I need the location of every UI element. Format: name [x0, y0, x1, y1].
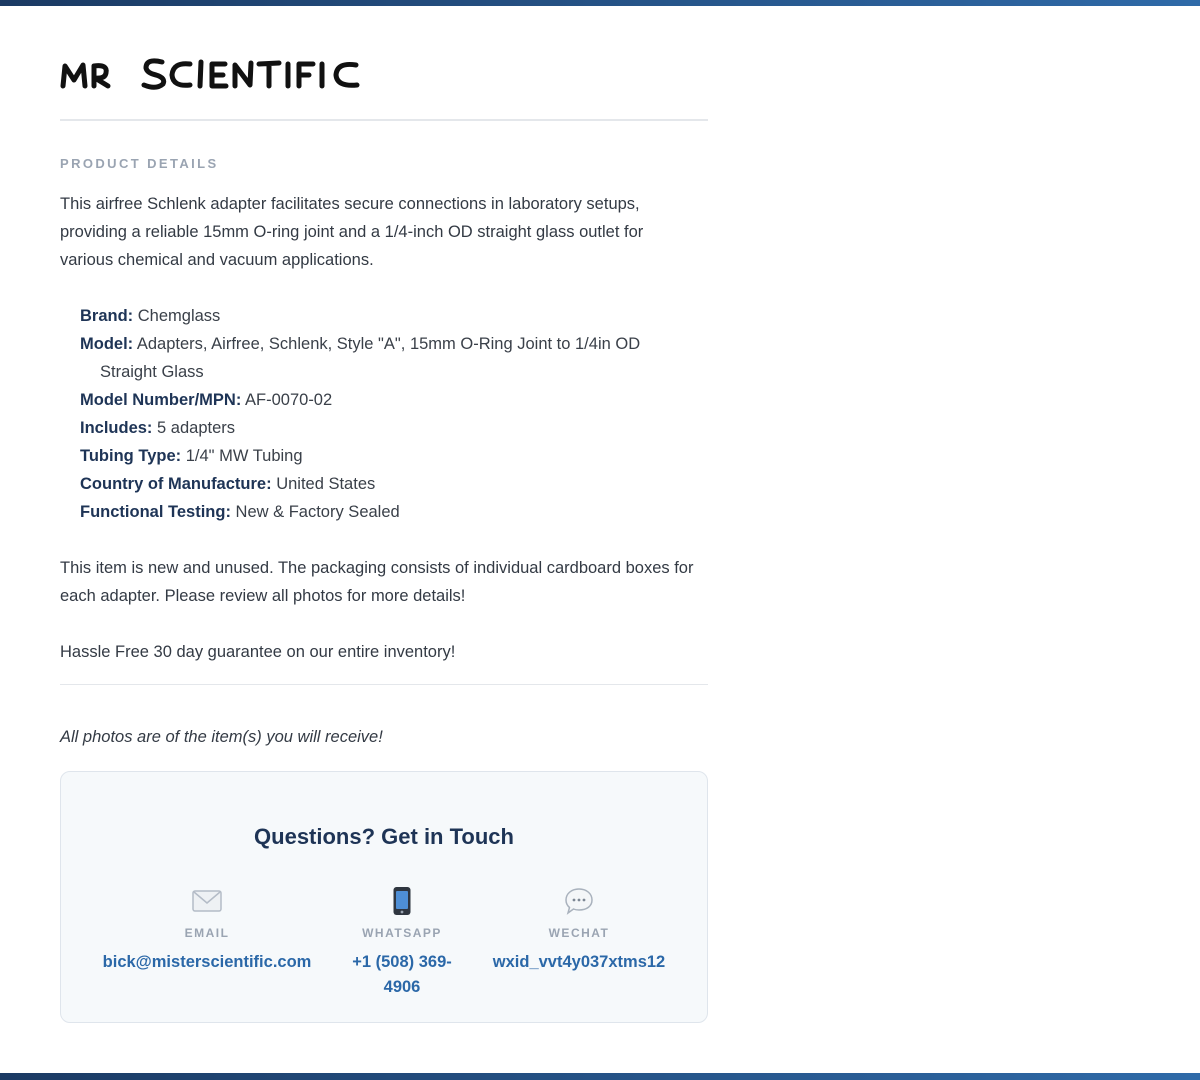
email-link[interactable]: bick@misterscientific.com: [102, 953, 312, 971]
section-label-product-details: PRODUCT DETAILS: [60, 156, 219, 171]
spec-item-includes: [80, 414, 700, 442]
photos-note: All photos are of the item(s) you will receive!: [60, 728, 383, 746]
spec-item-country: [80, 470, 700, 498]
condition-text: This item is new and unused. The packaging consists of individual cardboard boxes for each adapter. Please review all photos for more details!: [60, 559, 694, 605]
spec-value: 5 adapters: [157, 419, 236, 437]
whatsapp-link[interactable]: +1 (508) 369-4906: [352, 953, 452, 996]
spec-value: Adapters, Airfree, Schlenk, Style "A", 15mm O-Ring Joint to 1/4in OD Straight Glass: [100, 335, 641, 381]
header-divider: [60, 119, 708, 121]
spec-key: Includes:: [80, 419, 153, 437]
guarantee-text: Hassle Free 30 day guarantee on our entire inventory!: [60, 643, 456, 661]
spec-value: 1/4" MW Tubing: [185, 447, 303, 465]
envelope-icon: [89, 882, 325, 916]
spec-value: New & Factory Sealed: [235, 503, 400, 521]
spec-item-mpn: [80, 386, 700, 414]
mr-scientific-logo: [60, 52, 362, 92]
contact-email: [89, 882, 325, 975]
spec-list: [80, 302, 700, 526]
spec-value: United States: [276, 475, 376, 493]
spec-key: Brand:: [80, 307, 134, 325]
spec-key: Model Number/MPN:: [80, 391, 242, 409]
contact-whatsapp-label: WHATSAPP: [362, 926, 442, 940]
contact-wechat-label: WECHAT: [548, 926, 610, 940]
mobile-phone-icon: [351, 882, 453, 916]
spec-item-functional-testing: [80, 498, 700, 526]
spec-value: Chemglass: [137, 307, 221, 325]
spec-item-brand: [80, 302, 700, 330]
bottom-accent-bar: [0, 1073, 1200, 1080]
speech-bubble-icon: [479, 882, 679, 916]
spec-item-tubing-type: [80, 442, 700, 470]
spec-key: Model:: [80, 335, 134, 353]
spec-key: Functional Testing:: [80, 503, 231, 521]
contact-card: [60, 771, 708, 1023]
wechat-link[interactable]: wxid_vvt4y037xtms12: [492, 953, 666, 971]
product-intro: This airfree Schlenk adapter facilitates secure connections in laboratory setups, providing a reliable 15mm O-ring joint and a 1/4-inch OD straight glass outlet for various chemical and vacuum applications.: [60, 195, 644, 269]
contact-whatsapp: [351, 882, 453, 1000]
contact-email-label: EMAIL: [184, 926, 230, 940]
content-divider: [60, 684, 708, 685]
spec-item-model: [80, 330, 700, 386]
spec-key: Country of Manufacture:: [80, 475, 272, 493]
contact-title: Questions? Get in Touch: [254, 824, 514, 849]
spec-value: AF-0070-02: [245, 391, 333, 409]
spec-key: Tubing Type:: [80, 447, 182, 465]
top-accent-bar: [0, 0, 1200, 6]
contact-wechat: [479, 882, 679, 975]
